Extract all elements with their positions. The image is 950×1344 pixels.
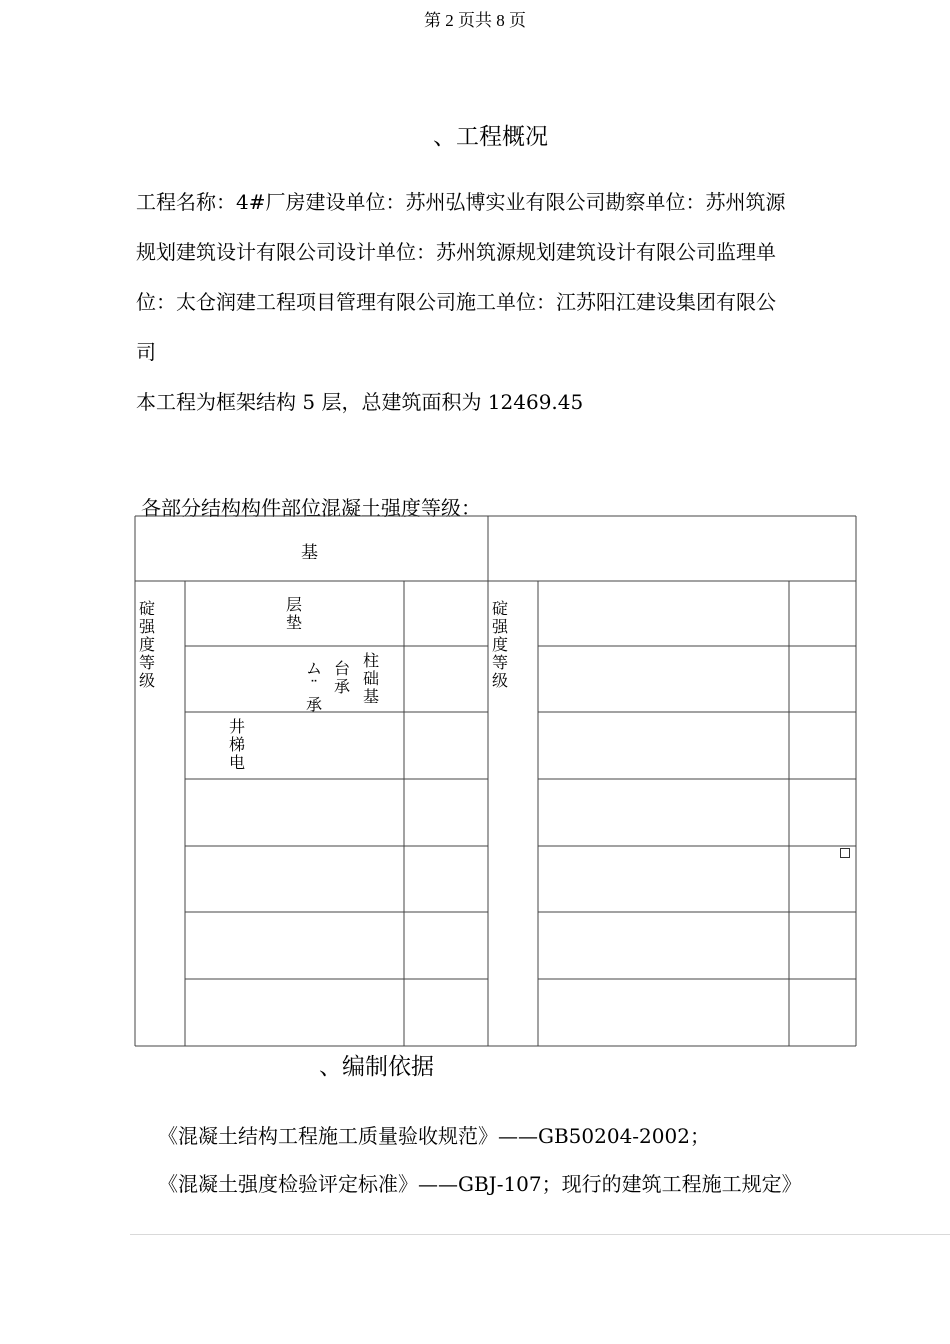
reference-2: 《混凝土强度检验评定标准》——GBJ-107；现行的建筑工程施工规定》	[158, 1172, 802, 1196]
overview-line-5: 本工程为框架结构 5 层，总建筑面积为 12469.45	[136, 390, 584, 414]
row2-label-col3: ム¨承	[305, 659, 322, 714]
section-title-basis: 、编制依据	[319, 1054, 434, 1080]
section-title-overview: 、工程概况	[433, 124, 548, 150]
row2-label-col2: 台承	[333, 659, 350, 696]
overview-line-4: 司	[136, 340, 156, 364]
row3-label: 井梯电	[228, 717, 245, 772]
page-number-header: 第 2 页共 8 页	[424, 11, 526, 30]
overview-line-2: 规划建筑设计有限公司设计单位：苏州筑源规划建筑设计有限公司监理单	[136, 240, 776, 264]
footer-rule	[130, 1234, 950, 1235]
overview-line-3: 位：太仓润建工程项目管理有限公司施工单位：江苏阳江建设集团有限公	[136, 290, 776, 314]
row2-label-col1: 柱础基	[362, 651, 379, 706]
reference-1: 《混凝土结构工程施工质量验收规范》——GB50204-2002；	[158, 1124, 710, 1148]
row1-label: 层垫	[285, 595, 302, 632]
side-label-left: 碇强度等级	[138, 599, 155, 690]
table-header-left: 基	[301, 543, 318, 563]
overview-line-1: 工程名称：4#厂房建设单位：苏州弘博实业有限公司勘察单位：苏州筑源	[136, 190, 786, 214]
table-caption: 各部分结构构件部位混凝土强度等级：	[141, 496, 481, 520]
side-label-right: 碇强度等级	[491, 599, 508, 690]
checkbox-marker[interactable]	[840, 848, 850, 858]
